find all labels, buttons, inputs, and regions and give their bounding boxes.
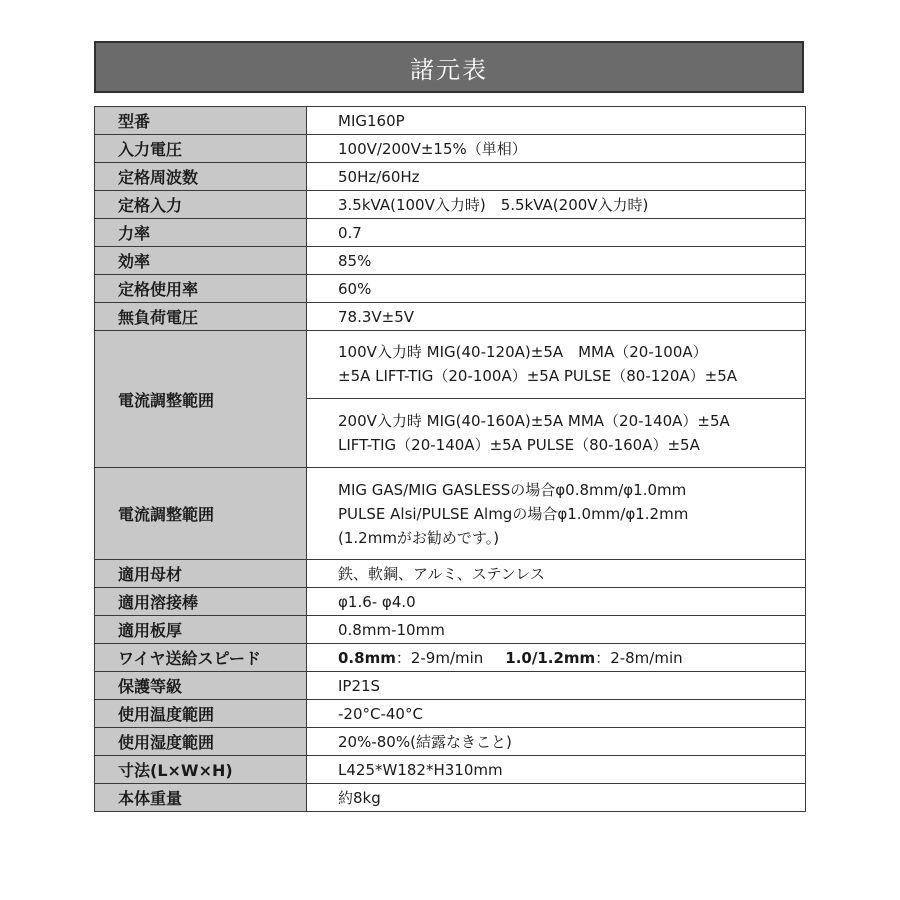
range-line: 100V入力時 MIG(40-120A)±5A MMA（20-100A）	[338, 343, 708, 361]
table-row	[95, 700, 806, 728]
spec-key: 適用板厚	[95, 616, 307, 644]
range-line: PULSE Alsi/PULSE Almgの場合φ1.0mm/φ1.2mm	[338, 504, 689, 523]
spec-value: 78.3V±5V	[307, 303, 806, 331]
spec-key: 効率	[95, 247, 307, 275]
spec-key: ワイヤ送給スピード	[95, 644, 307, 672]
spec-value: 60%	[307, 275, 806, 303]
wire-label-b: 1.0/1.2mm	[505, 649, 596, 667]
spec-key: 力率	[95, 219, 307, 247]
spec-key: 適用母材	[95, 560, 307, 588]
spec-key: 定格周波数	[95, 163, 307, 191]
range-line: (1.2mmがお勧めです。)	[338, 528, 500, 547]
spec-key: 入力電圧	[95, 135, 307, 163]
spec-value: MIG160P	[307, 107, 806, 135]
range-line: MIG GAS/MIG GASLESSの場合φ0.8mm/φ1.0mm	[338, 480, 687, 499]
spec-value: 0.8mm-10mm	[307, 616, 806, 644]
range-line: 200V入力時 MIG(40-160A)±5A MMA（20-140A）±5A	[338, 412, 730, 430]
spec-value: 100V/200V±15%（単相）	[307, 135, 806, 163]
spec-key: 無負荷電圧	[95, 303, 307, 331]
spec-value: 3.5kVA(100V入力時) 5.5kVA(200V入力時)	[307, 191, 806, 219]
spec-value: φ1.6- φ4.0	[307, 588, 806, 616]
spec-key: 型番	[95, 107, 307, 135]
wire-value-a: ：2-9m/min	[395, 649, 484, 667]
range-line: ±5A LIFT-TIG（20-100A）±5A PULSE（80-120A）±5A	[338, 367, 737, 385]
range-200v	[307, 399, 805, 467]
table-row	[95, 588, 806, 616]
table-row	[95, 331, 806, 468]
spec-value: -20°C-40°C	[307, 700, 806, 728]
spec-value	[307, 331, 806, 468]
spec-value: IP21S	[307, 672, 806, 700]
spec-table	[94, 106, 806, 812]
table-row	[95, 784, 806, 812]
spec-key: 適用溶接棒	[95, 588, 307, 616]
spec-value: 85%	[307, 247, 806, 275]
table-row	[95, 616, 806, 644]
spec-key: 保護等級	[95, 672, 307, 700]
wire-label-a: 0.8mm	[338, 649, 396, 667]
spec-value: 50Hz/60Hz	[307, 163, 806, 191]
table-row	[95, 247, 806, 275]
spec-value: 20%-80%(結露なきこと)	[307, 728, 806, 756]
spec-key: 定格使用率	[95, 275, 307, 303]
spec-value: 鉄、軟鋼、アルミ、ステンレス	[307, 560, 806, 588]
spec-value: L425*W182*H310mm	[307, 756, 806, 784]
spec-key: 使用温度範囲	[95, 700, 307, 728]
spec-value: 0.7	[307, 219, 806, 247]
table-row	[95, 219, 806, 247]
spec-key: 本体重量	[95, 784, 307, 812]
range-100v	[307, 331, 805, 399]
spec-value	[307, 644, 806, 672]
spec-value	[307, 468, 806, 560]
range-line: LIFT-TIG（20-140A）±5A PULSE（80-160A）±5A	[338, 436, 700, 454]
spec-key: 寸法(L×W×H)	[95, 756, 307, 784]
table-row	[95, 275, 806, 303]
table-row	[95, 107, 806, 135]
spec-key: 電流調整範囲	[95, 468, 307, 560]
spec-key: 電流調整範囲	[95, 331, 307, 468]
spec-key: 使用湿度範囲	[95, 728, 307, 756]
table-row	[95, 191, 806, 219]
spec-title-bar	[94, 41, 804, 93]
table-row	[95, 303, 806, 331]
table-row	[95, 728, 806, 756]
table-row	[95, 468, 806, 560]
table-row	[95, 672, 806, 700]
spec-key: 定格入力	[95, 191, 307, 219]
spec-value: 約8kg	[307, 784, 806, 812]
table-row	[95, 135, 806, 163]
wire-value-b: ：2-8m/min	[595, 649, 683, 667]
table-row	[95, 756, 806, 784]
table-row	[95, 163, 806, 191]
table-row	[95, 644, 806, 672]
table-row	[95, 560, 806, 588]
page-title: 諸元表	[410, 55, 488, 84]
